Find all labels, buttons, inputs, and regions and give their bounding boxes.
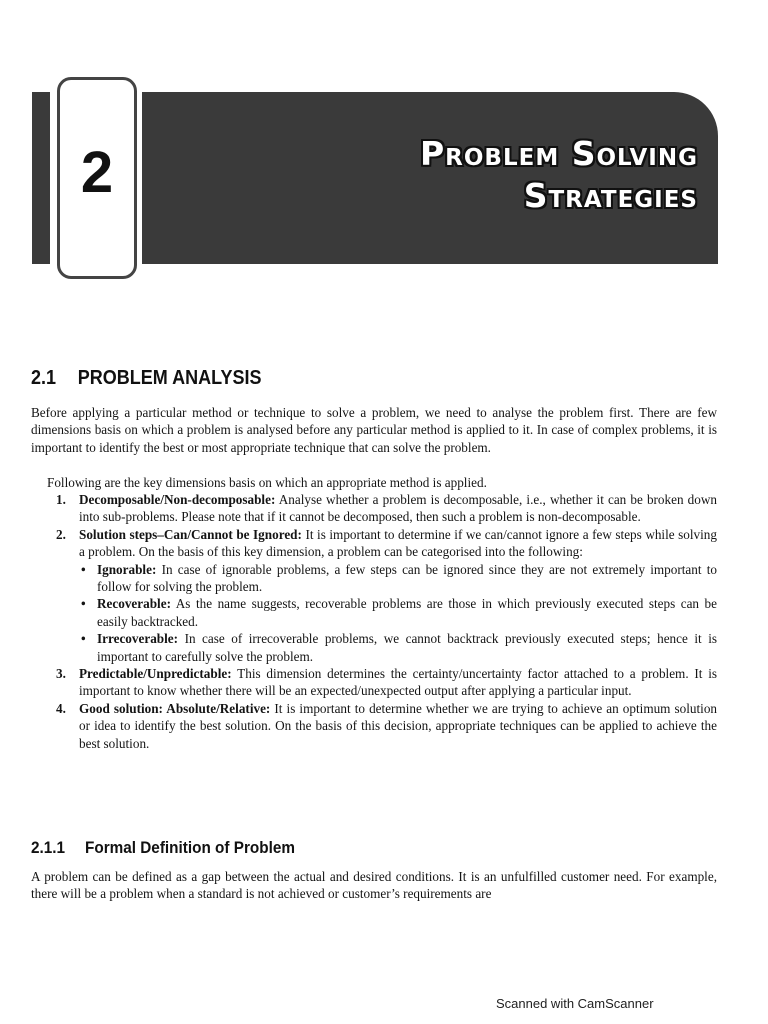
list-item-number: 3. [56, 666, 66, 682]
list-item-text: It is important to determine whether we are trying to achieve an optimum solution or idea to identify the best solution. On the basis of this decision, appropriate techniques can be applied to achieve the best solution. [79, 700, 718, 751]
sub-item-text: In case of irrecoverable problems, we cannot backtrack previously executed steps; hence it is important to carefully solve the problem. [97, 631, 718, 664]
sub-item-heading: Recoverable: [97, 596, 171, 612]
subsection-heading [31, 838, 295, 858]
bullet-glyph: • [81, 631, 86, 647]
list-item-heading: Good solution: Absolute/Relative: [79, 700, 271, 716]
bullet-glyph: • [81, 596, 86, 612]
subsection-number: 2.1.1 [31, 838, 66, 857]
list-item [31, 700, 717, 752]
sub-list-item [79, 630, 717, 665]
sub-list-item [79, 595, 717, 630]
section-lead-paragraph [31, 474, 717, 491]
list-item [31, 491, 717, 526]
list-item-text: Analyse whether a problem is decomposable, i.e., whether it can be broken down into sub-problems. Please note that if it cannot be decomposed, then such a problem is non-decomposable. [79, 492, 717, 525]
sub-item-text: In case of ignorable problems, a few steps can be ignored since they are not extremely important to follow for solving the problem. [97, 561, 718, 595]
section-title: PROBLEM ANALYSIS [77, 367, 262, 389]
section-heading [31, 367, 261, 390]
list-item [31, 665, 717, 700]
chapter-title [258, 133, 698, 217]
dimension-list [31, 491, 717, 752]
sub-item-heading: Irrecoverable: [97, 631, 179, 647]
section-lead-text: Following are the key dimensions basis on which an appropriate method is applied. [47, 475, 487, 490]
list-item [31, 526, 717, 665]
subsection-text: A problem can be defined as a gap between the actual and desired conditions. It is an unfulfilled customer need. For example, there will be a problem when a standard is not achieved or customer’s requirements are [31, 869, 717, 902]
sub-list [79, 561, 717, 665]
chapter-number: 2 [80, 140, 114, 205]
chapter-title-line1: Problem Solving [419, 134, 698, 173]
list-item-text: It is important to determine if we can/cannot ignore a few steps while solving a problem. On the basis of this key dimension, a problem can be categorised into the following: [79, 526, 717, 560]
section-intro-paragraph [31, 404, 717, 456]
chapter-number-tab [57, 77, 137, 279]
scanner-watermark: Scanned with CamScanner [496, 996, 654, 1011]
list-item-heading: Solution steps–Can/Cannot be Ignored: [79, 526, 302, 542]
list-item-heading: Predictable/Unpredictable: [79, 666, 232, 682]
chapter-title-line2: Strategies [523, 176, 698, 215]
section-intro-text: Before applying a particular method or technique to solve a problem, we need to analyse the problem first. There are few dimensions basis on which a problem is analysed before any particular method is applied to it. In case of complex problems, it is important to identify the best or most appropriate technique that can solve the problem. [31, 405, 717, 455]
list-item-number: 4. [56, 700, 66, 716]
sub-item-text: As the name suggests, recoverable problems are those in which previously executed steps can be easily backtracked. [97, 596, 717, 629]
sub-item-heading: Ignorable: [97, 561, 157, 577]
sub-list-item [79, 561, 717, 596]
list-item-number: 1. [56, 492, 66, 507]
section-number: 2.1 [31, 367, 57, 389]
subsection-title: Formal Definition of Problem [85, 838, 295, 857]
subsection-paragraph [31, 868, 717, 903]
list-item-heading: Decomposable/Non-decomposable: [79, 492, 276, 507]
bullet-glyph: • [81, 561, 86, 577]
list-item-number: 2. [56, 526, 66, 542]
list-item-text: This dimension determines the certainty/uncertainty factor attached to a problem. It is important to know whether there will be an expected/unexpected output after applying a particular input. [79, 666, 718, 699]
